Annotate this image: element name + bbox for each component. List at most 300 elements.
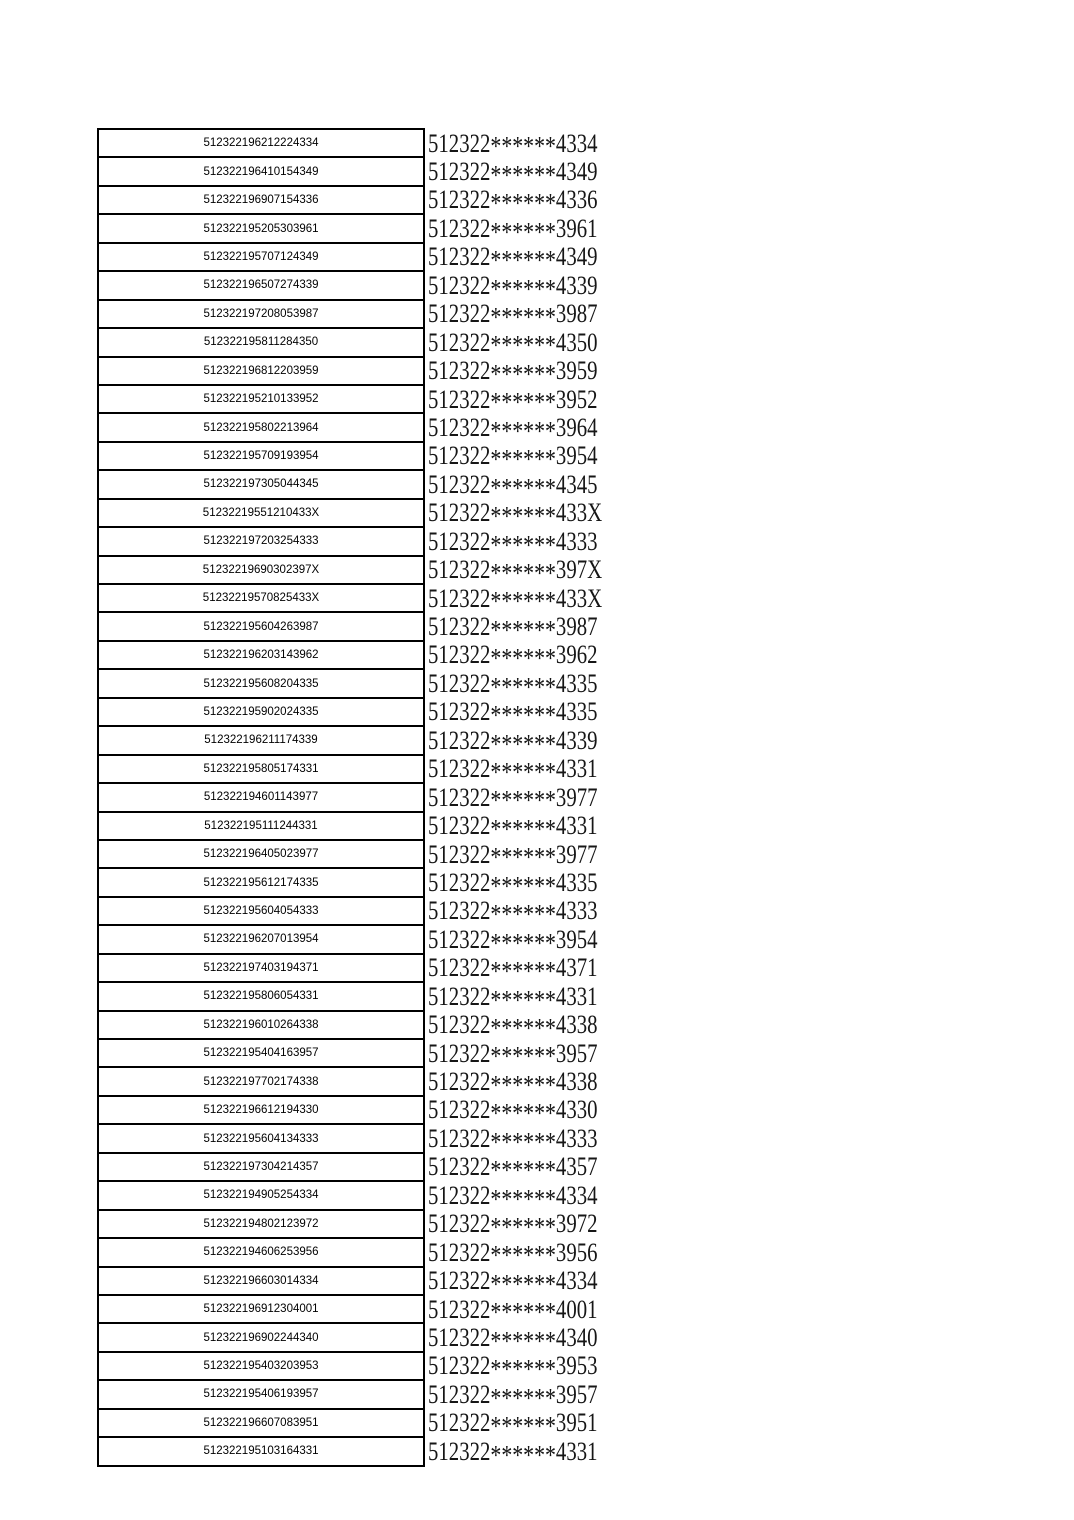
masked-id-cell (424, 1322, 649, 1356)
masked-id-text (428, 1379, 604, 1413)
masked-id-cell (424, 1209, 649, 1242)
masked-id-stars: ****** (490, 1155, 556, 1186)
masked-id-suffix: 4338 (555, 1067, 598, 1096)
masked-id-text (428, 498, 604, 532)
masked-id-prefix: 512322 (428, 384, 491, 414)
masked-id-stars: ****** (490, 1126, 556, 1157)
table-row (98, 755, 649, 783)
table-row (98, 783, 649, 811)
masked-id-text (428, 782, 604, 816)
masked-id-stars: ****** (490, 614, 556, 645)
masked-id-prefix: 512322 (428, 1123, 491, 1153)
table-row (98, 1011, 649, 1039)
masked-id-stars: ****** (490, 700, 556, 731)
table-row (98, 1039, 649, 1067)
masked-id-suffix: 3954 (555, 924, 598, 954)
table-row (98, 669, 649, 697)
masked-id-stars: ****** (490, 1411, 556, 1442)
id-number-cell: 512322196612194330 (98, 1096, 424, 1124)
masked-id-text (428, 213, 604, 247)
masked-id-text (428, 1095, 604, 1129)
table-row (98, 129, 649, 157)
masked-id-cell (424, 526, 649, 560)
masked-id-prefix: 512322 (428, 1436, 491, 1466)
masked-id-prefix: 512322 (428, 412, 491, 442)
masked-id-text (428, 1067, 604, 1100)
table-row (98, 1210, 649, 1238)
table-row (98, 186, 649, 214)
masked-id-cell (424, 384, 649, 418)
id-number-cell: 512322197702174338 (98, 1067, 424, 1095)
id-number-cell: 512322197304214357 (98, 1153, 424, 1181)
id-number-cell: 512322196405023977 (98, 840, 424, 868)
masked-id-cell (424, 640, 649, 674)
masked-id-suffix: 3964 (555, 412, 598, 442)
masked-id-cell (424, 1180, 649, 1214)
masked-id-suffix: 4349 (555, 157, 598, 186)
masked-id-prefix: 512322 (428, 1351, 491, 1381)
table-row (98, 214, 649, 242)
masked-id-text (428, 1010, 604, 1043)
table-row (98, 300, 649, 328)
masked-id-stars: ****** (490, 273, 556, 304)
masked-id-prefix: 512322 (428, 555, 491, 585)
id-number-cell: 512322195403203953 (98, 1352, 424, 1380)
masked-id-suffix: 4333 (555, 896, 598, 926)
table-row (98, 243, 649, 271)
masked-id-suffix: 3972 (555, 1209, 598, 1239)
masked-id-suffix: 4371 (555, 953, 598, 983)
masked-id-prefix: 512322 (428, 1010, 491, 1040)
id-number-cell: 512322195811284350 (98, 328, 424, 356)
masked-id-text (428, 1294, 604, 1328)
masked-id-prefix: 512322 (428, 612, 491, 641)
masked-id-cell (424, 924, 649, 958)
masked-id-cell (424, 356, 649, 389)
masked-id-text (428, 1123, 604, 1157)
masked-id-stars: ****** (490, 927, 556, 958)
masked-id-suffix: 4335 (555, 697, 598, 727)
table-row (98, 1067, 649, 1095)
masked-id-text (428, 1038, 604, 1072)
masked-id-prefix: 512322 (428, 157, 491, 186)
masked-id-stars: ****** (490, 131, 556, 162)
masked-id-cell (424, 1067, 649, 1100)
masked-id-stars: ****** (490, 529, 556, 560)
masked-id-text (428, 668, 604, 702)
masked-id-text (428, 1180, 604, 1214)
id-number-cell: 512322195612174335 (98, 868, 424, 896)
masked-id-prefix: 512322 (428, 924, 491, 954)
masked-id-suffix: 4336 (555, 185, 598, 215)
masked-id-prefix: 512322 (428, 1095, 491, 1125)
masked-id-cell (424, 668, 649, 702)
masked-id-suffix: 433X (555, 498, 603, 528)
masked-id-text (428, 896, 604, 930)
masked-id-text (428, 924, 604, 958)
table-row (98, 385, 649, 413)
masked-id-cell (424, 1038, 649, 1072)
masked-id-text (428, 1351, 604, 1385)
masked-id-text (428, 270, 604, 304)
table-row (98, 954, 649, 982)
masked-id-cell (424, 1379, 649, 1413)
id-number-cell: 51232219551210433X (98, 499, 424, 527)
masked-id-suffix: 3987 (555, 299, 598, 329)
masked-id-stars: ****** (490, 586, 556, 617)
masked-id-stars: ****** (490, 444, 556, 475)
masked-id-prefix: 512322 (428, 270, 491, 300)
table-row (98, 982, 649, 1010)
masked-id-cell (424, 1010, 649, 1043)
masked-id-prefix: 512322 (428, 185, 491, 215)
table-row (98, 1352, 649, 1380)
id-number-cell: 512322196010264338 (98, 1011, 424, 1039)
id-number-cell: 512322195608204335 (98, 669, 424, 697)
id-number-cell: 512322195802213964 (98, 413, 424, 441)
table-row (98, 357, 649, 385)
id-number-cell: 512322195805174331 (98, 755, 424, 783)
table-row (98, 271, 649, 299)
id-number-cell: 512322197208053987 (98, 300, 424, 328)
masked-id-suffix: 4334 (555, 1266, 598, 1296)
table-row (98, 840, 649, 868)
table-row (98, 1380, 649, 1408)
masked-id-cell (424, 299, 649, 332)
masked-id-suffix: 3977 (555, 782, 598, 812)
masked-id-suffix: 3956 (555, 1237, 598, 1267)
masked-id-prefix: 512322 (428, 526, 491, 556)
id-number-cell: 51232219570825433X (98, 584, 424, 612)
masked-id-cell (424, 612, 649, 645)
table-row (98, 157, 649, 185)
table-row (98, 1267, 649, 1295)
masked-id-stars: ****** (490, 1041, 556, 1072)
masked-id-text (428, 1237, 604, 1271)
masked-id-cell (424, 128, 649, 162)
masked-id-cell (424, 1237, 649, 1271)
masked-id-cell (424, 242, 649, 276)
masked-id-cell (424, 754, 649, 787)
masked-id-text (428, 555, 604, 588)
table-row (98, 1096, 649, 1124)
table-row (98, 556, 649, 584)
masked-id-prefix: 512322 (428, 953, 491, 983)
masked-id-text (428, 1322, 604, 1356)
masked-id-suffix: 3987 (555, 612, 598, 641)
masked-id-suffix: 3961 (555, 213, 598, 243)
masked-id-stars: ****** (490, 330, 556, 361)
masked-id-suffix: 3977 (555, 839, 598, 869)
masked-id-prefix: 512322 (428, 1180, 491, 1210)
masked-id-suffix: 4001 (555, 1294, 598, 1324)
masked-id-cell (424, 1408, 649, 1442)
masked-id-suffix: 3954 (555, 441, 598, 471)
masked-id-text (428, 697, 604, 731)
masked-id-stars: ****** (490, 1297, 556, 1328)
masked-id-text (428, 867, 604, 901)
id-number-cell: 512322196603014334 (98, 1267, 424, 1295)
masked-id-prefix: 512322 (428, 128, 491, 158)
masked-id-stars: ****** (490, 1240, 556, 1271)
masked-id-prefix: 512322 (428, 1038, 491, 1068)
masked-id-stars: ****** (490, 1069, 556, 1100)
table-row (98, 1437, 649, 1465)
masked-id-prefix: 512322 (428, 981, 491, 1011)
masked-id-text (428, 839, 604, 873)
masked-id-prefix: 512322 (428, 640, 491, 670)
masked-id-prefix: 512322 (428, 1266, 491, 1296)
masked-id-stars: ****** (490, 501, 556, 532)
masked-id-prefix: 512322 (428, 1294, 491, 1324)
masked-id-prefix: 512322 (428, 327, 491, 357)
masked-id-text (428, 526, 604, 560)
masked-id-cell (424, 555, 649, 588)
id-number-cell: 512322195103164331 (98, 1437, 424, 1465)
masked-id-text (428, 953, 604, 987)
masked-id-cell (424, 270, 649, 304)
masked-id-cell (424, 1266, 649, 1299)
id-number-cell: 512322197305044345 (98, 470, 424, 498)
table-row (98, 1323, 649, 1351)
masked-id-stars: ****** (490, 1268, 556, 1299)
masked-id-suffix: 4338 (555, 1010, 598, 1040)
masked-id-suffix: 4350 (555, 327, 598, 357)
masked-id-prefix: 512322 (428, 1152, 491, 1182)
masked-id-text (428, 441, 604, 475)
id-number-cell: 512322194802123972 (98, 1210, 424, 1238)
masked-id-stars: ****** (490, 1325, 556, 1356)
masked-id-text (428, 612, 604, 645)
masked-id-stars: ****** (490, 728, 556, 759)
id-number-cell: 512322196607083951 (98, 1409, 424, 1437)
masked-id-stars: ****** (490, 216, 556, 247)
masked-id-stars: ****** (490, 671, 556, 702)
masked-id-suffix: 4330 (555, 1095, 598, 1125)
masked-id-text (428, 327, 604, 361)
masked-id-cell (424, 782, 649, 816)
masked-id-stars: ****** (490, 757, 556, 787)
masked-id-cell (424, 412, 649, 446)
masked-id-cell (424, 1095, 649, 1129)
masked-id-cell (424, 1123, 649, 1157)
masked-id-stars: ****** (490, 870, 556, 901)
masked-id-prefix: 512322 (428, 697, 491, 727)
masked-id-stars: ****** (490, 956, 556, 987)
masked-id-stars: ****** (490, 188, 556, 219)
masked-id-cell (424, 953, 649, 987)
masked-id-suffix: 397X (555, 555, 603, 585)
id-number-cell: 512322196902244340 (98, 1323, 424, 1351)
id-number-cell: 512322196507274339 (98, 271, 424, 299)
table-row (98, 612, 649, 640)
id-number-cell: 512322194601143977 (98, 783, 424, 811)
masked-id-cell (424, 1351, 649, 1385)
masked-id-suffix: 3962 (555, 640, 598, 670)
masked-id-stars: ****** (490, 842, 556, 873)
id-number-cell: 512322195709193954 (98, 442, 424, 470)
masked-id-prefix: 512322 (428, 498, 491, 528)
masked-id-suffix: 4334 (555, 1180, 598, 1210)
masked-id-cell (424, 1152, 649, 1186)
masked-id-cell (424, 327, 649, 361)
masked-id-stars: ****** (490, 1212, 556, 1242)
masked-id-prefix: 512322 (428, 441, 491, 471)
masked-id-prefix: 512322 (428, 896, 491, 926)
masked-id-text (428, 299, 604, 332)
masked-id-stars: ****** (490, 1439, 556, 1470)
masked-id-cell (424, 469, 649, 503)
id-number-cell: 512322194905254334 (98, 1181, 424, 1209)
masked-id-prefix: 512322 (428, 811, 491, 841)
masked-id-suffix: 4340 (555, 1322, 598, 1352)
masked-id-text (428, 1266, 604, 1299)
masked-id-suffix: 4339 (555, 270, 598, 300)
masked-id-prefix: 512322 (428, 782, 491, 812)
masked-id-cell (424, 725, 649, 759)
masked-id-text (428, 128, 604, 162)
id-number-cell: 512322195404163957 (98, 1039, 424, 1067)
id-number-cell: 512322195210133952 (98, 385, 424, 413)
id-number-cell: 51232219690302397X (98, 556, 424, 584)
masked-id-prefix: 512322 (428, 725, 491, 755)
id-number-cell: 512322196211174339 (98, 726, 424, 754)
masked-id-suffix: 3951 (555, 1408, 598, 1438)
masked-id-text (428, 157, 604, 190)
masked-id-text (428, 1152, 604, 1186)
id-number-cell: 512322196212224334 (98, 129, 424, 157)
masked-id-stars: ****** (490, 1354, 556, 1385)
masked-id-suffix: 4331 (555, 1436, 598, 1466)
masked-id-cell (424, 498, 649, 532)
masked-id-text (428, 1436, 605, 1470)
id-number-cell: 512322196410154349 (98, 157, 424, 185)
masked-id-stars: ****** (490, 245, 556, 276)
masked-id-cell (424, 213, 649, 247)
table-row (98, 1409, 649, 1437)
masked-id-stars: ****** (490, 1382, 556, 1413)
id-table (97, 128, 650, 1470)
masked-id-prefix: 512322 (428, 242, 491, 272)
masked-id-prefix: 512322 (428, 754, 491, 784)
masked-id-cell (424, 1294, 649, 1328)
masked-id-suffix: 4333 (555, 1123, 598, 1153)
masked-id-prefix: 512322 (428, 839, 491, 869)
masked-id-cell (424, 697, 649, 731)
masked-id-cell (424, 185, 649, 219)
masked-id-text (428, 185, 604, 219)
masked-id-suffix: 4345 (555, 469, 598, 499)
id-number-cell: 512322195604054333 (98, 897, 424, 925)
id-number-cell: 512322195902024335 (98, 698, 424, 726)
masked-id-text (428, 384, 604, 418)
masked-id-text (428, 640, 604, 674)
table-row (98, 1181, 649, 1209)
masked-id-suffix: 3957 (555, 1038, 598, 1068)
masked-id-stars: ****** (490, 984, 556, 1015)
masked-id-prefix: 512322 (428, 1408, 491, 1438)
id-number-cell: 512322197403194371 (98, 954, 424, 982)
table-row (98, 1238, 649, 1266)
table-row (98, 470, 649, 498)
table-row (98, 641, 649, 669)
masked-id-cell (424, 811, 649, 844)
table-row (98, 499, 649, 527)
id-number-cell: 512322195604134333 (98, 1124, 424, 1152)
masked-id-stars: ****** (490, 358, 556, 389)
masked-id-suffix: 4339 (555, 725, 598, 755)
masked-id-cell (424, 839, 649, 873)
masked-id-stars: ****** (490, 159, 556, 190)
masked-id-stars: ****** (490, 302, 556, 332)
table-row (98, 726, 649, 754)
masked-id-prefix: 512322 (428, 668, 491, 698)
masked-id-cell (424, 981, 649, 1015)
masked-id-stars: ****** (490, 813, 556, 844)
masked-id-stars: ****** (490, 415, 556, 446)
id-number-cell: 512322195205303961 (98, 214, 424, 242)
masked-id-prefix: 512322 (428, 299, 491, 329)
masked-id-stars: ****** (490, 1012, 556, 1043)
masked-id-prefix: 512322 (428, 213, 491, 243)
masked-id-text (428, 811, 604, 844)
masked-id-prefix: 512322 (428, 867, 491, 897)
masked-id-suffix: 4357 (555, 1152, 598, 1182)
table-row (98, 868, 649, 896)
masked-id-stars: ****** (490, 557, 556, 588)
masked-id-suffix: 3959 (555, 356, 598, 386)
masked-id-cell (424, 867, 649, 901)
table-row (98, 413, 649, 441)
table-row (98, 1295, 649, 1323)
masked-id-text (428, 1209, 604, 1242)
masked-id-prefix: 512322 (428, 583, 491, 613)
masked-id-cell (424, 157, 649, 190)
id-number-cell: 512322196907154336 (98, 186, 424, 214)
masked-id-text (428, 356, 604, 389)
table-row (98, 1124, 649, 1152)
masked-id-prefix: 512322 (428, 469, 491, 499)
table-row (98, 328, 649, 356)
id-number-cell: 512322194606253956 (98, 1238, 424, 1266)
masked-id-cell (424, 441, 649, 475)
masked-id-suffix: 4334 (555, 128, 598, 158)
masked-id-prefix: 512322 (428, 356, 491, 386)
id-number-cell: 512322195604263987 (98, 612, 424, 640)
id-number-cell: 512322196207013954 (98, 925, 424, 953)
masked-id-suffix: 4333 (555, 526, 598, 556)
masked-id-stars: ****** (490, 785, 556, 816)
masked-id-text (428, 242, 604, 276)
table-row (98, 812, 649, 840)
id-number-cell: 512322195806054331 (98, 982, 424, 1010)
id-number-cell: 512322196912304001 (98, 1295, 424, 1323)
masked-id-cell (424, 896, 649, 930)
masked-id-suffix: 4349 (555, 242, 598, 272)
id-number-cell: 512322195111244331 (98, 812, 424, 840)
masked-id-text (428, 583, 604, 617)
id-number-cell: 512322195707124349 (98, 243, 424, 271)
table-row (98, 527, 649, 555)
masked-id-suffix: 3953 (555, 1351, 598, 1381)
table-row (98, 1153, 649, 1181)
masked-id-text (428, 754, 604, 787)
masked-id-prefix: 512322 (428, 1209, 491, 1239)
masked-id-suffix: 4331 (555, 981, 598, 1011)
masked-id-suffix: 433X (555, 583, 603, 613)
id-number-cell: 512322195406193957 (98, 1380, 424, 1408)
masked-id-text (428, 981, 604, 1015)
